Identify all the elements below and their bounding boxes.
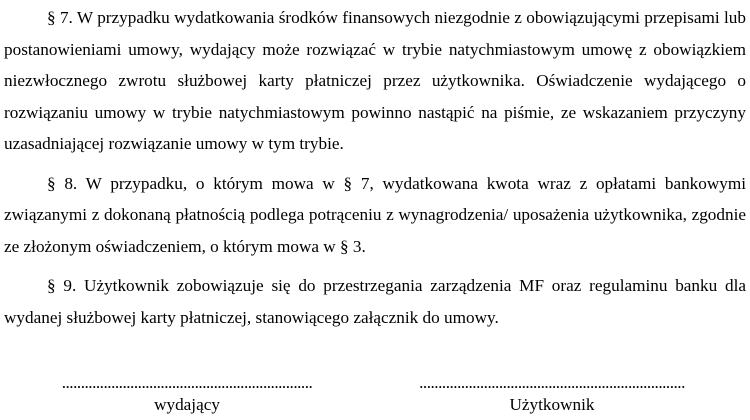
paragraph-7: § 7. W przypadku wydatkowania środków finansowych niezgodnie z obowiązującymi przepisami lub postanowieniami umowy, wydający może rozwiązać w trybie natychmiastowym umowę z obowiązkiem niezwłocznego zwrotu służbowej karty płatniczej przez użytkownika. Oświadczenie wydającego o rozwiązaniu umowy w trybie natychmiastowym powinno nastąpić na piśmie, ze wskazaniem przyczyny uzasadniającej rozwiązanie umowy w tym trybie. bbox=[4, 8, 746, 153]
signature-line-user: ...................................................................... bbox=[419, 374, 685, 392]
document-body bbox=[4, 0, 746, 333]
signature-block-issuer bbox=[36, 374, 338, 418]
paragraph-9: § 9. Użytkownik zobowiązuje się do przestrzegania zarządzenia MF oraz regulaminu banku dla wydanej służbowej karty płatniczej, stanowiącego załącznik do umowy. bbox=[4, 276, 746, 327]
signature-line-issuer: .................................................................. bbox=[61, 374, 313, 392]
signature-label-issuer: wydający bbox=[154, 395, 220, 414]
signature-block-user bbox=[394, 374, 710, 418]
signature-label-user: Użytkownik bbox=[509, 395, 595, 414]
paragraph-8: § 8. W przypadku, o którym mowa w § 7, wydatkowana kwota wraz z opłatami bankowymi związanymi z dokonaną płatnością podlega potrąceniu z wynagrodzenia/ uposażenia użytkownika, zgodnie ze złożonym oświadczeniem, o którym mowa w § 3. bbox=[4, 173, 746, 256]
